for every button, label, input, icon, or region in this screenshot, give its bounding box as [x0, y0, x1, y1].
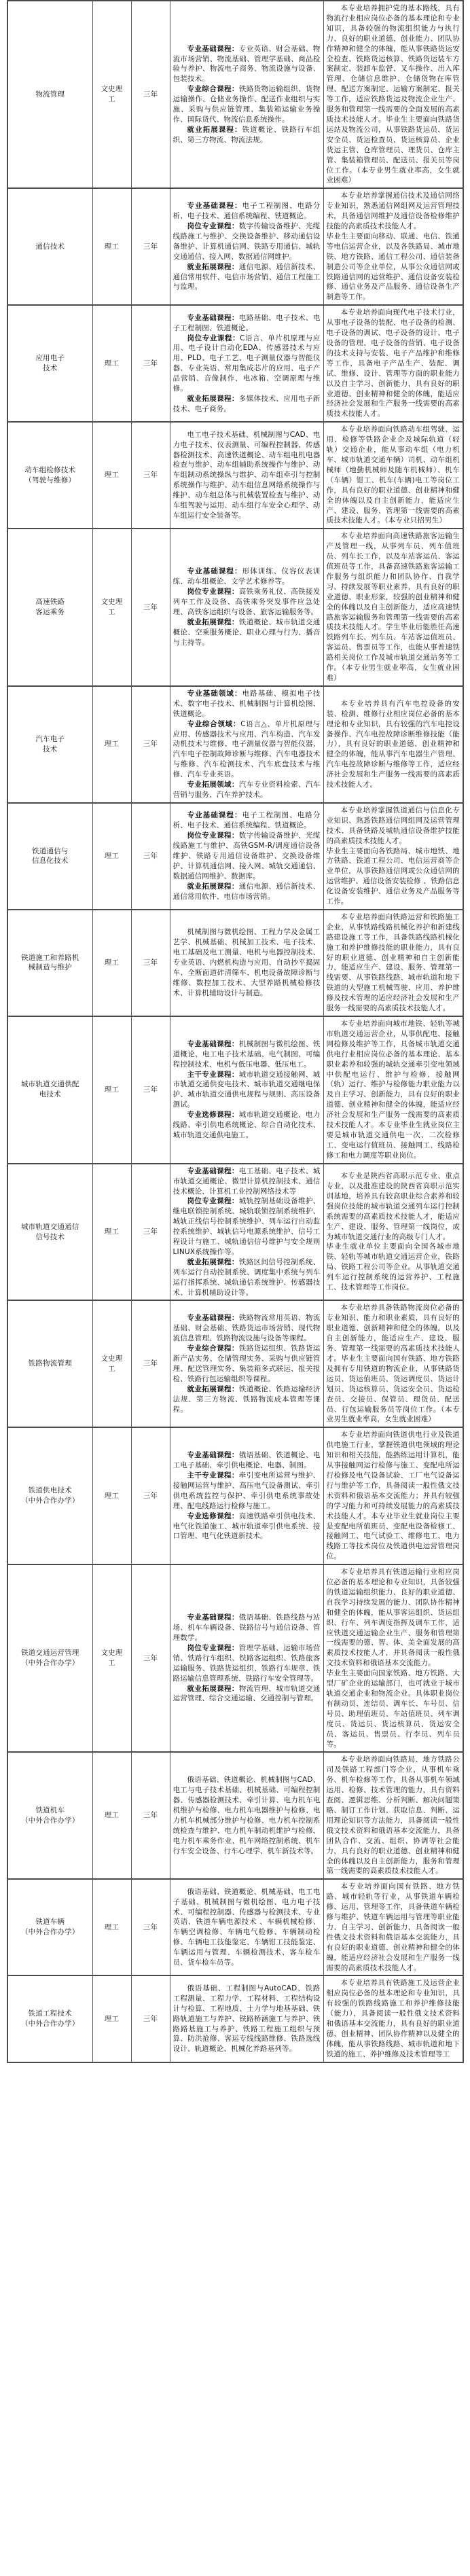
subject-category-line1: 文史理	[101, 598, 123, 607]
course-group-text: 俄语基础、铁道概论、电工电子基础、牵引供电概论、电器、制图。	[173, 1451, 321, 1470]
course-group	[173, 1643, 321, 1684]
subject-category-text: 理工	[104, 471, 120, 480]
course-group-label: 岗位专业课程：	[187, 1643, 239, 1652]
course-group-label: 专业基础课程：	[187, 1039, 239, 1048]
course-group-text: 城轨控制基础设备维护、继电联锁控制系统、城轨联锁控制系统维护、城轨正线信号控制系统维护、列车运行自动监控系统维护、城轨信号电源系统维护、信号工程设计与施工、城轨通信信号维护与安全规则LINUX系统操作等。	[173, 1197, 321, 1256]
major-name-text: 铁道工程技术	[28, 2009, 72, 2018]
duration-text: 三年	[143, 603, 158, 611]
courses-cell	[170, 1752, 323, 1879]
training-goal-cell	[323, 422, 463, 529]
major-name-text: 应用电子	[35, 354, 65, 363]
training-goal-paragraph: 本专业培养掌握铁道通信与信息化专业知识、熟悉铁路通信网组网及运营管理技术、具备铁路及城轨通信设备维护技能的高素质技术技能人才。	[326, 806, 460, 845]
table-row	[7, 1752, 463, 1879]
subject-category-cell	[92, 1427, 131, 1564]
course-group	[173, 1344, 321, 1384]
course-group-text: 城市轨道交通接触网、城市轨道交通供变电技术、城市轨道交通继电保护、城市轨道交通供电规程与规则、高压设备测试。	[173, 1070, 321, 1109]
courses-cell	[170, 529, 323, 686]
course-group-text: 铁路货运组织、铁路货运新产品实务、仓储管理实务、采购与供应链管理、配送管理实务、集装箱多式联运、报关报检、铁路行包运输组织等课程。	[173, 1344, 321, 1383]
major-name-text: 物流管理	[35, 90, 65, 99]
major-name-subtext: 客运乘务	[35, 608, 65, 617]
training-goal-paragraph: 毕业生主要面向移动、联通、电信、铁通等电信运营企业，以及各铁路局、城市地铁、地方铁路、通信工程公司、通信装备制造公司等企业单位，从事公众通信网或铁路通信网的运营维护、通信设备安装检修、通信业务及产品服务、通信设备生产制造等工作。	[326, 232, 460, 302]
course-group-label: 就业拓展课程：	[187, 394, 239, 403]
course-group-text: 铁路区间信号控制系统、列车运行自动控制系统、调度集中系统与列车运行指挥系统、城轨通信系统维护、传感器技术、计算机辅助设计等。	[173, 1257, 321, 1297]
course-group-label: 专业基础课程：	[187, 44, 239, 53]
course-group-label: 专业基础课程：	[187, 1314, 239, 1323]
duration-text: 三年	[143, 1228, 158, 1236]
course-group-text: 铁路物流常用英语、物流基础、财会基础、铁路货运市场营销、现代物流信息管理、铁路物流设施与设备等课程。	[173, 1314, 321, 1343]
major-name-subtext: （中外合作办学）	[20, 1659, 79, 1668]
course-group	[173, 1887, 321, 1968]
major-name-subtext: （中外合作办学）	[20, 1816, 79, 1825]
major-name-cell	[7, 1164, 92, 1301]
major-name-cell	[7, 529, 92, 686]
course-group-label: 就业拓展课程：	[187, 125, 242, 134]
subject-category-text: 理工	[104, 740, 120, 749]
course-group-text: 通信电源、通信新技术、通信常用软件、电信市场营销、通信工程施工与监理。	[173, 262, 321, 291]
course-group-text: 管理学基础、运输市场营销、铁路行车组织、铁路客运组织、铁路旅客运输服务、铁路货运组织、铁路行车规章、铁路运输信息管理系统、铁路行车安全管理等。	[173, 1643, 321, 1683]
course-group-label: 就业拓展课程：	[187, 618, 239, 627]
course-group-label: 就业拓展课程：	[187, 1384, 239, 1393]
majors-table	[7, 0, 464, 2063]
major-name-subtext: 械制造与维护	[28, 963, 72, 972]
course-group	[173, 1166, 321, 1197]
courses-cell	[170, 1164, 323, 1301]
course-group-label: 岗位专业课程：	[187, 222, 239, 231]
course-group	[173, 882, 321, 902]
training-goal-cell	[323, 529, 463, 686]
course-group-text: 电工电子技术基础、机械制图与CAD、电力电子技术、仪表测量、可编程控制器、传感器检测技术、高速铁道概论、动车组电机电器检查与维护、动车组辅助系统操作与维护、动车组制动系统操纵与维护、动车组牵引与控制系统操作与维护、动车组信息网络系统操作与维护、动车组总体与机械装置检查与维护、动车组驾驶与运用、动车组行车安全心理学、动车组运行安全装备等。	[173, 430, 321, 520]
duration-cell	[131, 188, 170, 305]
course-group-label: 专业拓展领域：	[187, 781, 239, 789]
course-group-text: 高铁乘务礼仪、高铁接发列车工作及设备、高铁乘务突发事件应急处理、高铁客运组织与设备、旅客运输服务等。	[173, 588, 321, 617]
major-name-text: 铁道供电技术	[28, 1486, 72, 1495]
course-group-text: 铁道概论、铁路行车组织、第三方物流、物流法规。	[173, 125, 321, 144]
course-group	[173, 334, 321, 394]
major-name-subtext: （驾驶与维修）	[24, 476, 76, 484]
duration-cell	[131, 686, 170, 803]
major-name-cell	[7, 1564, 92, 1752]
major-name-cell	[7, 305, 92, 422]
duration-cell	[131, 1016, 170, 1164]
duration-text: 三年	[143, 1359, 158, 1368]
duration-cell	[131, 1164, 170, 1301]
subject-category-cell	[92, 1879, 131, 1975]
subject-category-text: 理工	[104, 1922, 120, 1931]
major-name-cell	[7, 1300, 92, 1427]
courses-cell	[170, 686, 323, 803]
major-name-text: 铁道机车	[35, 1806, 65, 1814]
table-row	[7, 422, 463, 529]
training-goal-paragraph: 本专业培养面向铁路运营和铁路施工企业，从事铁路线路机械化养护和新建线路建设施工等工作，具备铁路线路机械化施工和养护维修技能的职业能力，具有良好的职业道德、创业精神和自主创新能力，能适应生产、建设、服务、管理第一线需要、从事铁路线路、城市轨道和地下铁道的大型施工机械驾驶、应用、养护维修及技术管理的适应经济社会发展和生产服务一线需要的高素质技术技能人才。	[326, 912, 460, 1013]
courses-cell	[170, 910, 323, 1016]
course-group-label: 专业基础课程：	[187, 811, 242, 820]
duration-cell	[131, 1879, 170, 1975]
duration-text: 三年	[143, 242, 158, 251]
course-group	[173, 1775, 321, 1856]
major-name-text: 动车组检修技术	[24, 465, 76, 474]
course-group-label: 就业拓展课程：	[187, 1257, 239, 1266]
majors-table-body	[7, 1, 463, 2062]
course-group-label: 岗位专业课程：	[187, 831, 239, 840]
course-group-text: C语言、单片机原理与应用、电子设计自动化EDA、传感器技术与应用、PLD、电子工艺、电子测量仪器与智能仪器、专业英语、常用集成芯片的应用、电子产品营销、音像制作、电冰箱、空调原理与维修。	[173, 334, 321, 393]
major-name-cell	[7, 1, 92, 188]
training-goal-cell	[323, 305, 463, 422]
course-group-text: 电路基础、电子技术、电子工程制图、铁道概论。	[173, 313, 321, 332]
course-group-text: 俄语基础、铁道概论、机械基础、电工电子基础、机械制图与微机绘图、电力电子技术、可编程控制器、传感器与检测技术、专业英语、铁道车辆电源技术 、车辆机械检修、车辆空调检修、车辆电气检修、车辆制动检修、车辆电工技能鉴定、车辆钳工技能鉴定、车辆运用与管理、车辆检测技术、客车检车员、货车检车员等。	[173, 1887, 321, 1967]
training-goal-paragraph: 本专业培养面向高速铁路旅客运输生产及管理一线，从事列车员、列车值班员、列车长工作，以及车站客运员、客运值班员等工作，具备高速铁路旅客运输工作服务与组织能力和团队协作、自我学习、持续发展等职业素养，具有良好的职业道德、职业形象，较强的创业精神和健全的体魄以及自主创新能力，适应高速铁路旅客运输服务和管理第一线需要的高素质技术技能人才。学生毕业后能胜任高速铁路列车长、列车员、车站客运值班员、客运员、售票员等工作，也能从事普速铁路相关岗位工作及城市轨道交通站务等工作。（本专业男生就业率高，女生就业困难）	[326, 532, 460, 682]
subject-category-text: 理工	[104, 1085, 120, 1094]
courses-cell	[170, 1564, 323, 1752]
courses-cell	[170, 305, 323, 422]
major-name-cell	[7, 1879, 92, 1975]
course-group-label: 专业基础课程：	[187, 313, 239, 322]
training-goal-cell	[323, 1300, 463, 1427]
course-group	[173, 1471, 321, 1511]
major-name-text: 汽车电子	[35, 734, 65, 743]
course-group	[173, 313, 321, 334]
course-group-text: 电子工程制图、电路分析、电子技术、通信系统编程、铁道概论。	[173, 202, 321, 221]
training-goal-paragraph: 本专业培养面向城市地铁、轻轨等城市轨道交通运营企业，从事供配电、接触网检修及维护等工作，具备城市轨道交通供电行业相应岗位必备的基本理论、基本职业素养和较强的城轨交通牵引变电领域中供配电运行、维护与检修、接触网（轨）运行、维护与检修能力职业能力以及自主学习、创新能力，具有良好的职业道德、创业精神和健全的体魄，能适应经济社会发展和生产服务一线需要的高素质技术技能人才。本专业毕业生就业岗位主要是城市轨道交通供电一次、二次检修工、变电运行值班员、接触网工、线路检修工和电力调度等职业岗位。	[326, 1020, 460, 1160]
subject-category-line1: 文史理	[101, 1649, 123, 1658]
course-group	[173, 1384, 321, 1415]
course-group	[173, 430, 321, 521]
subject-category-cell	[92, 1752, 131, 1879]
training-goal-cell	[323, 686, 463, 803]
course-group-text: 机械制图与微机绘图、工程力学及金属工艺学、机械基础、机械加工技术、电子技术、电工基础及电工测量、电机与电器控制技术、专业英语、内燃机构造与应用、自动抄平捣固车、全断面道砟清筛车、机电设备故障诊断与维修、数控加工技术、大型养路机械检修技术、计算机辅助设计与制造。	[173, 928, 321, 997]
course-group-text: 俄语基础、工程制图与AutoCAD、铁路工程测量、工程力学、工程材料、工程结构设计与检算、工程地质、土力学与地基基础、铁路轨道施工与养护、铁路桥涵施工与养护、铁路路基施工与养护、铁路工程施工组织与预算、防洪抢修、客运专线线路维修、铁路选线设计、轨道概论、机械化养路基列等。	[173, 1984, 321, 2054]
duration-text: 三年	[143, 959, 158, 967]
course-group-label: 专业综合课程：	[187, 85, 239, 94]
training-goal-paragraph: 本专业培养掌握通信技术及通信网络专业知识，熟悉通信网组网及运营管理技术，具备通信网维护及通信设备检修维护技能的高素质技术技能人才。	[326, 192, 460, 231]
course-group-label: 专业综合领域：	[187, 719, 241, 728]
table-row	[7, 305, 463, 422]
training-goal-paragraph: 本专业是陕西省高职示范专业、重点专业，以及批准建设的陕西省高职示范实训基地，培养具有较高职业综合素养和较强岗位技能的城市轨道交通列车运行控制系统需要的高素质技术技能人才，能适应生产、建设、服务、管理第一线岗位，成为城市轨道交通行业的高级专门人才。	[326, 1172, 460, 1241]
course-group	[173, 1110, 321, 1141]
subject-category-cell	[92, 1164, 131, 1301]
courses-cell	[170, 1879, 323, 1975]
duration-text: 三年	[143, 1085, 158, 1094]
training-goal-cell	[323, 910, 463, 1016]
course-group-label: 岗位专业课程：	[187, 1197, 239, 1206]
course-group-text: 数字传输设备维护、光缆线路施工与维护、交换设备维护、移动通信设备维护、计算机通信网、铁路专用通信、城轨交通通信、接入网、数据通信网维护。	[173, 222, 321, 261]
course-group	[173, 831, 321, 882]
table-row	[7, 1975, 463, 2062]
subject-category-text: 理工	[104, 1228, 120, 1236]
major-name-text: 城市轨道交通供配	[20, 1080, 79, 1089]
subject-category-text: 理工	[104, 851, 120, 860]
training-goal-cell	[323, 1564, 463, 1752]
training-goal-cell	[323, 1427, 463, 1564]
course-group-label: 专业基础课程：	[187, 1613, 239, 1622]
course-group-text: 俄语基础、铁道概论、机械制图与CAD、电工与电子技术基础、机械基础、可编程控制器、传感器检测技术、牵引计算、电力机车电机维护与检修、电力机车电器维护与检修、电力机车机械部分维护与检修、电力机车控制系统检查与维护、电力机车制动机维护与检修、电力机车乘务作业、机车网络控制系统、机车行车安全设备、行车心理学、机车新技术等。	[173, 1776, 321, 1855]
training-goal-paragraph: 本专业培养面向国有铁路、地方铁路、城市轻轨等行业，从事铁道车辆检修、运用、管理等工作，具备铁道车辆检修与维护、铁道车辆运用与管理等职业能力、自主学习、创新能力，具备阅读一般性俄文技术资料和俄语基本交流能力，具有良好的职业道德、创业精神和健全的体魄，能适应经济社会发展和生产服务一线需要的高素质技术技能人才。	[326, 1882, 460, 1972]
course-group-label: 就业拓展课程：	[187, 882, 239, 891]
table-row	[7, 529, 463, 686]
course-group	[173, 1511, 321, 1542]
course-group	[173, 201, 321, 221]
course-group-text: 城市轨道交通概论、电力线路、牵引供电系统概论、综合自动化技术、城市轨道交通供电施工。	[173, 1111, 321, 1139]
training-goal-cell	[323, 1016, 463, 1164]
subject-category-cell	[92, 686, 131, 803]
subject-category-cell	[92, 910, 131, 1016]
courses-cell	[170, 1300, 323, 1427]
duration-cell	[131, 910, 170, 1016]
course-group	[173, 1450, 321, 1471]
course-group-label: 主干专业课程：	[187, 1070, 239, 1079]
table-row	[7, 803, 463, 910]
training-goal-paragraph: 本专业培养具备铁路物流岗位必备的专业知识、能力和职业素质，具有良好的职业道德、创新精神和健全的体魄，以及自主创新能力，能适应生产、建设、服务、管理第一线需要的高素质技术技能人才。毕业生主要面向国有铁路、地方铁路及拥有专用铁道的物流企业，从事铁路货运员、货运值班员、货运调度员、货运计划员、货运核算员、货运安全员、货运检查员、交接员、保管员、理货员、配送员、行包运输服务员等岗位工作。（本专业男生就业率高，女生就业困难）	[326, 1304, 460, 1424]
major-name-text: 铁道通信与	[32, 846, 69, 855]
duration-text: 三年	[143, 90, 158, 99]
course-group	[173, 1257, 321, 1298]
duration-cell	[131, 1427, 170, 1564]
course-group	[173, 587, 321, 618]
table-row	[7, 1300, 463, 1427]
table-row	[7, 1427, 463, 1564]
duration-cell	[131, 529, 170, 686]
major-name-subtext: 信息化技术	[32, 857, 69, 865]
subject-category-text: 理工	[104, 1491, 120, 1500]
course-group	[173, 780, 321, 800]
duration-text: 三年	[143, 2014, 158, 2023]
training-goal-cell	[323, 1, 463, 188]
course-group-label: 专业综合课程：	[187, 1344, 239, 1353]
duration-cell	[131, 422, 170, 529]
training-goal-paragraph: 本专业培养面向铁路局、地方铁路公司及铁路工程部门等企业，从事机车乘务、机车检修等工作，具备从事机车领域运用、检修、技术管理的能力，具有资料查阅、逻辑思维、分析判断、解决问题策略、制订工作计划、获取信息、判断、运用理论知识等方法能力，具备阅读一般性俄文技术资料和俄语基本交流能力，具备团队合作、交流、组织、协调等社会能力，具有良好的职业道德、创业精神和健全的体魄以及自主创新能力，服务和管理第一线需要的高素质技术技能人才。	[326, 1755, 460, 1876]
table-row	[7, 1879, 463, 1975]
training-goal-cell	[323, 188, 463, 305]
course-group-text: 汽车专业资料检索、汽车营销与服务、汽车养护技术。	[173, 781, 321, 799]
table-row	[7, 910, 463, 1016]
major-name-cell	[7, 1427, 92, 1564]
course-group	[173, 689, 321, 719]
training-goal-paragraph: 本专业培养面向铁道供电行业及铁道供电施工行业，掌握铁道供电领域的理论知识和相关技能，能熟练运用计算机，能从事接触网运行检修与施工、变配电所运行检修及电气设备试验、工厂电气设备运行与维护等工作，具备阅读一般性俄文技术资料和俄语基本交流能力；并具有较强的学习能力和可持续发展能力的高素质技术技能人才。本专业毕业生就业岗位主要是变配电所值班员、变配电设备检修工、接触网工、电气试验工、维修电工、电力线路工等技术岗位及铁道供电运营管理岗位。	[326, 1431, 460, 1561]
course-group-label: 岗位专业课程：	[187, 588, 239, 596]
subject-category-cell	[92, 305, 131, 422]
course-group	[173, 618, 321, 648]
training-goal-cell	[323, 1879, 463, 1975]
duration-cell	[131, 305, 170, 422]
subject-category-cell	[92, 803, 131, 910]
duration-cell	[131, 1975, 170, 2062]
course-group	[173, 1613, 321, 1643]
duration-text: 三年	[143, 1922, 158, 1931]
major-name-subtext: （中外合作办学）	[20, 1928, 79, 1937]
major-name-cell	[7, 1016, 92, 1164]
training-goal-paragraph: 本专业培养面向现代电子技术行业，从事电子设备的装配、电子设备的检测、电子设备的调试、电子设备的设计、电子设备的管理、电子设备的营销、电子设备的技术支持与安装、电子产品维护和维修等工作，具备电子产品生产、装配、调试、维修、设计、管理等方面的职业能力以及自主学习、创新能力，具有良好的职业道德、创业精神和健全的体魄，能适应经济社会发展和生产服务一线需要的高素质技术技能人才。	[326, 308, 460, 418]
duration-text: 三年	[143, 359, 158, 368]
subject-category-line1: 文史理	[101, 1355, 123, 1363]
training-goal-cell	[323, 1975, 463, 2062]
course-group	[173, 810, 321, 831]
course-group	[173, 719, 321, 780]
course-group	[173, 394, 321, 414]
course-group	[173, 262, 321, 293]
course-group-text: 铁道概论、铁路运输经济法规、第三方物流、铁路物流成本管理等课程。	[173, 1384, 321, 1414]
course-group	[173, 567, 321, 587]
training-goal-cell	[323, 803, 463, 910]
subject-category-cell	[92, 1975, 131, 2062]
course-group-label: 岗位专业课程：	[187, 334, 240, 342]
training-goal-paragraph: 毕业生就业单位主要面向全国各城市地铁、轻轨等城市轨道交通运营企业，铁路局、铁路工程公司等企业。从事轨道交通列车运行控制系统的运营养护、工程施工、技术管理等工作岗位。	[326, 1242, 460, 1292]
major-name-text: 铁道交通运营管理	[20, 1649, 79, 1658]
subject-category-cell	[92, 422, 131, 529]
major-name-subtext: 技术	[43, 364, 58, 373]
duration-cell	[131, 1, 170, 188]
course-group-text: 物流管理、城市轨道交通运营管理、综合交通运输、交通控制与管理。	[173, 1684, 321, 1703]
courses-cell	[170, 188, 323, 305]
subject-category-line1: 文史理	[101, 85, 123, 94]
courses-cell	[170, 422, 323, 529]
course-group-text: 电工基础、电子技术、城市轨道交通概论、微型计算机控制技术、通信技术概论、计算机工业控制网络技术等	[173, 1166, 321, 1196]
table-row	[7, 1, 463, 188]
major-name-subtext: （中外合作办学）	[20, 2020, 79, 2028]
course-group	[173, 221, 321, 262]
major-name-text: 通信技术	[35, 242, 65, 251]
subject-category-cell	[92, 1016, 131, 1164]
major-name-text: 铁道施工和养路机	[20, 953, 79, 962]
major-name-cell	[7, 686, 92, 803]
major-name-subtext: 信号技术	[35, 1232, 65, 1241]
subject-category-line2: 工	[108, 608, 115, 617]
major-name-cell	[7, 803, 92, 910]
major-name-subtext: （中外合作办学）	[20, 1497, 79, 1505]
subject-category-cell	[92, 188, 131, 305]
subject-category-text: 理工	[104, 1811, 120, 1820]
major-name-cell	[7, 1975, 92, 2062]
duration-text: 三年	[143, 1653, 158, 1662]
course-group	[173, 125, 321, 145]
course-group-label: 主干专业课程：	[187, 1471, 239, 1480]
course-group	[173, 1684, 321, 1704]
courses-cell	[170, 1016, 323, 1164]
subject-category-cell	[92, 1564, 131, 1752]
training-goal-paragraph: 本专业培养面向铁路动车组驾驶、运用、检修等铁路企业企及城际轨道（轻轨）交通企业，能从事动车组（电力机车、城市轨道交通车辆）司机、动车组机械师（地勤机械师及随车机械师）、机车（车辆）钳工、机车(车辆)电工等岗位工作，具有良好的职业道德、创业精神和健全的体魄以及自主创新能力，能适应生产、建设、服务、管理第一线需要的高素质技术技能人才。（本专业只招男生）	[326, 425, 460, 525]
major-name-text: 高速铁路	[35, 598, 65, 607]
subject-category-line2: 工	[108, 1364, 115, 1373]
course-group-text: 铁路货物运输组织、货物运输操作、仓储业务操作、配送作业组织与实施、采购与供应链管理、集装箱运输业务操作、国际货代、物流信息系统操作。	[173, 85, 321, 124]
training-goal-paragraph: 本专业培养具有汽车电控设备的安装、检测、维修行业相应岗位必备的基本理论和专业知识，具有较强的汽车电控设备操作、汽车电控故障诊断维修技能（能力），具有良好的职业道德、创业精神和健全的体魄，能从事汽车电器生产管理、汽车电控故障诊断与维修等工作，适应经济社会发展和生产服务一线需要的高素质技术技能人才。	[326, 699, 460, 789]
courses-cell	[170, 1427, 323, 1564]
major-name-cell	[7, 188, 92, 305]
table-row	[7, 1164, 463, 1301]
course-group-text: 俄语基础、铁路线路与站场、机车车辆设备、铁路信号与通信设备、管理数学。	[173, 1613, 321, 1643]
subject-category-cell	[92, 529, 131, 686]
major-name-text: 铁路物流管理	[28, 1359, 72, 1368]
course-group-text: 电子工程制图、电路分析、电子技术、通信系统编程、铁道概论。	[173, 811, 321, 830]
courses-cell	[170, 803, 323, 910]
subject-category-text: 理工	[104, 242, 120, 251]
course-group	[173, 1070, 321, 1111]
table-row	[7, 188, 463, 305]
major-name-cell	[7, 422, 92, 529]
table-row	[7, 1016, 463, 1164]
subject-category-text: 理工	[104, 359, 120, 368]
subject-category-line2: 工	[108, 1659, 115, 1668]
course-group-text: 专业英语、财会基础、物流市场营销、物流基础、管理学基础、商品检验与养护、物流电子商务、物流设施与设备、包装技术。	[173, 44, 321, 84]
course-group-text: 通信电源、通信新技术、通信常用软件、电信市场营销。	[173, 882, 321, 901]
courses-cell	[170, 1975, 323, 2062]
course-group-text: 机械制图与微机绘图、铁道概论、电工电子技术基础、电气制图、可编程控制技术、电机与低压电器、低压电工。	[173, 1039, 321, 1069]
course-group	[173, 44, 321, 85]
course-group	[173, 1984, 321, 2054]
training-goal-cell	[323, 1164, 463, 1301]
duration-cell	[131, 1564, 170, 1752]
course-group	[173, 1313, 321, 1344]
training-goal-paragraph: 本专业培养具有铁道运输行业相应岗位必备的基本理论和专业知识，具备较强的铁道运输组织能力、良好的职业道德、自我学习持续发展的能力、团队协作精神和健全的体魄，能从事客运组织、货运组织、行车、列车调度指挥及调车工作，适应铁道交通运输企业生产、服务和管理第一线需要的德、智、体、美全面发展的高素质技术技能人才，并具备阅读一般性俄文技术资料和俄语基本交流能力。	[326, 1568, 460, 1668]
course-group-text: 形体训练、仪容仪表训练、动车组概论、文学艺术修养等。	[173, 567, 321, 586]
subject-category-cell	[92, 1300, 131, 1427]
training-goal-paragraph: 毕业生主要面向国家铁路、地方铁路、大型厂矿企业的运输部门，也可就业于城市轨道交通企业和物流企业。具体职业岗位有制动员、连结员、调车长、车号员、信号员、助理值班员、车站值班员、列车调度员、货运员、货运核算员、货运安全员、客运员、售票员、行李员、列车员等。	[326, 1669, 460, 1749]
training-goal-paragraph: 本专业培养具有铁路施工及运营企业相应岗位必备的基本理论和专业知识，具有较强的铁路线路施工和养护维修技能（能力），具备阅读一般性俄文技术资料和俄语基本交流能力，具有良好的职业道德、创业精神、团队协作精神以及健全的体魄，能从事铁路线路、城市轨道和地下铁道的施工、养护维修及技术管理等工	[326, 1979, 460, 2058]
subject-category-cell	[92, 1, 131, 188]
duration-text: 三年	[143, 740, 158, 749]
course-group-label: 专业基础课程：	[187, 202, 242, 211]
course-group	[173, 927, 321, 998]
course-group-text: 高速铁路牵引供电技术、电气化铁道施工、城市轨道牵引供电系统、接口管理、电气化铁道新技术。	[173, 1511, 321, 1541]
duration-cell	[131, 1752, 170, 1879]
course-group-label: 专业基础课程：	[187, 567, 242, 576]
duration-text: 三年	[143, 471, 158, 480]
course-group-label: 专业基础领域：	[187, 689, 242, 698]
course-group-label: 专业基础课程：	[187, 1451, 239, 1460]
major-name-subtext: 电技术	[39, 1090, 61, 1099]
training-goal-cell	[323, 1752, 463, 1879]
major-name-cell	[7, 910, 92, 1016]
major-name-text: 城市轨道交通通信	[20, 1222, 79, 1231]
course-group-label: 专业基础课程：	[187, 1166, 239, 1175]
duration-cell	[131, 1300, 170, 1427]
course-group	[173, 84, 321, 125]
training-goal-paragraph: 本专业培养拥护党的基本路线，具有物流行业相应岗位必备的基本理论和专业知识，具备较强的物流组织能力与执行力、良好的职业道德、创业能力、团队协作精神和健全的体魄，能从事铁路货运安全检查、铁路货运核算、铁路货运装车方案制定、装卸车监督、叉车操作、出入库管理、仓储信息维护、仓储货物在库管理、配送方案制定、运输方案制定、报关等工作，适应铁路货运及物流企业生产、服务和管理第一线需要的全面发展的高素质技术技能人才。毕业生主要面向铁路货运站及物流公司，从事铁路货运员、货运安全员、货运检查员、货运核算员、企业货运主管、仓库管理员、理货员、仓库主管、集装箱管理员、配送员、报关员等岗位工作。（本专业男生就业率高，女生就业困难）	[326, 4, 460, 185]
subject-category-text: 理工	[104, 959, 120, 967]
training-goal-paragraph: 毕业生主要面向各铁路局、城市地铁、地方铁路、铁道工程公司、电信运营商等企业单位，从事铁路通信网或公众通信网的运营维护、通信设备安装检修 、铁路信息化设备安装维护、通信业务及产品服务等工作。	[326, 846, 460, 906]
subject-category-text: 理工	[104, 2014, 120, 2023]
course-group	[173, 1039, 321, 1070]
course-group-label: 就业拓展课程：	[187, 262, 239, 271]
subject-category-line2: 工	[108, 95, 115, 104]
major-name-text: 铁道车辆	[35, 1918, 65, 1927]
major-name-cell	[7, 1752, 92, 1879]
major-name-subtext: 技术	[43, 745, 58, 753]
course-group-text: C语言△、单片机原理与应用、传感器技术与应用、汽车构造、汽车发动机技术与维修、电子测量仪器与智能仪器、汽车电子控制故障诊断与维修、汽车电器技术与维修、汽车检测技术、汽车底盘技术与维修、汽车专业英语。	[173, 719, 321, 779]
course-group-text: 牵引变电所运营与维护、接触网运营与维护、高压电气设备测试、牵引供电系统监控与保护、牵引供电系统事故处理、配电线路运行检修与施工。	[173, 1471, 321, 1510]
course-group-text: 铁道概论、城市轨道交通概论、空乘服务概论、职业心理与行为、播音与主持等。	[173, 618, 321, 647]
course-group-text: 多媒体技术、应用电子新技术、电子商务。	[173, 394, 321, 413]
table-row	[7, 1564, 463, 1752]
course-group	[173, 1196, 321, 1257]
courses-cell	[170, 1, 323, 188]
duration-text: 三年	[143, 851, 158, 860]
table-row	[7, 686, 463, 803]
course-group-text: 数字传输设备维护、光缆线路施工与维护、高铁GSM-R/调度通信设备维护、铁路专用通信设备维护、交换设备维护、计算机通信网、接入网、城轨交通通信、数据通信网维护、数据库。	[173, 831, 321, 880]
course-group-label: 就业拓展课程：	[187, 1684, 239, 1693]
duration-text: 三年	[143, 1491, 158, 1500]
duration-cell	[131, 803, 170, 910]
course-group-text: 电路基础、模拟电子技术、数字电子技术、机械制图与计算机绘图、铁道概论。	[173, 689, 321, 718]
course-group-label: 专业选修课程：	[187, 1511, 239, 1520]
course-group-label: 专业选修课程：	[187, 1111, 239, 1120]
duration-text: 三年	[143, 1811, 158, 1820]
